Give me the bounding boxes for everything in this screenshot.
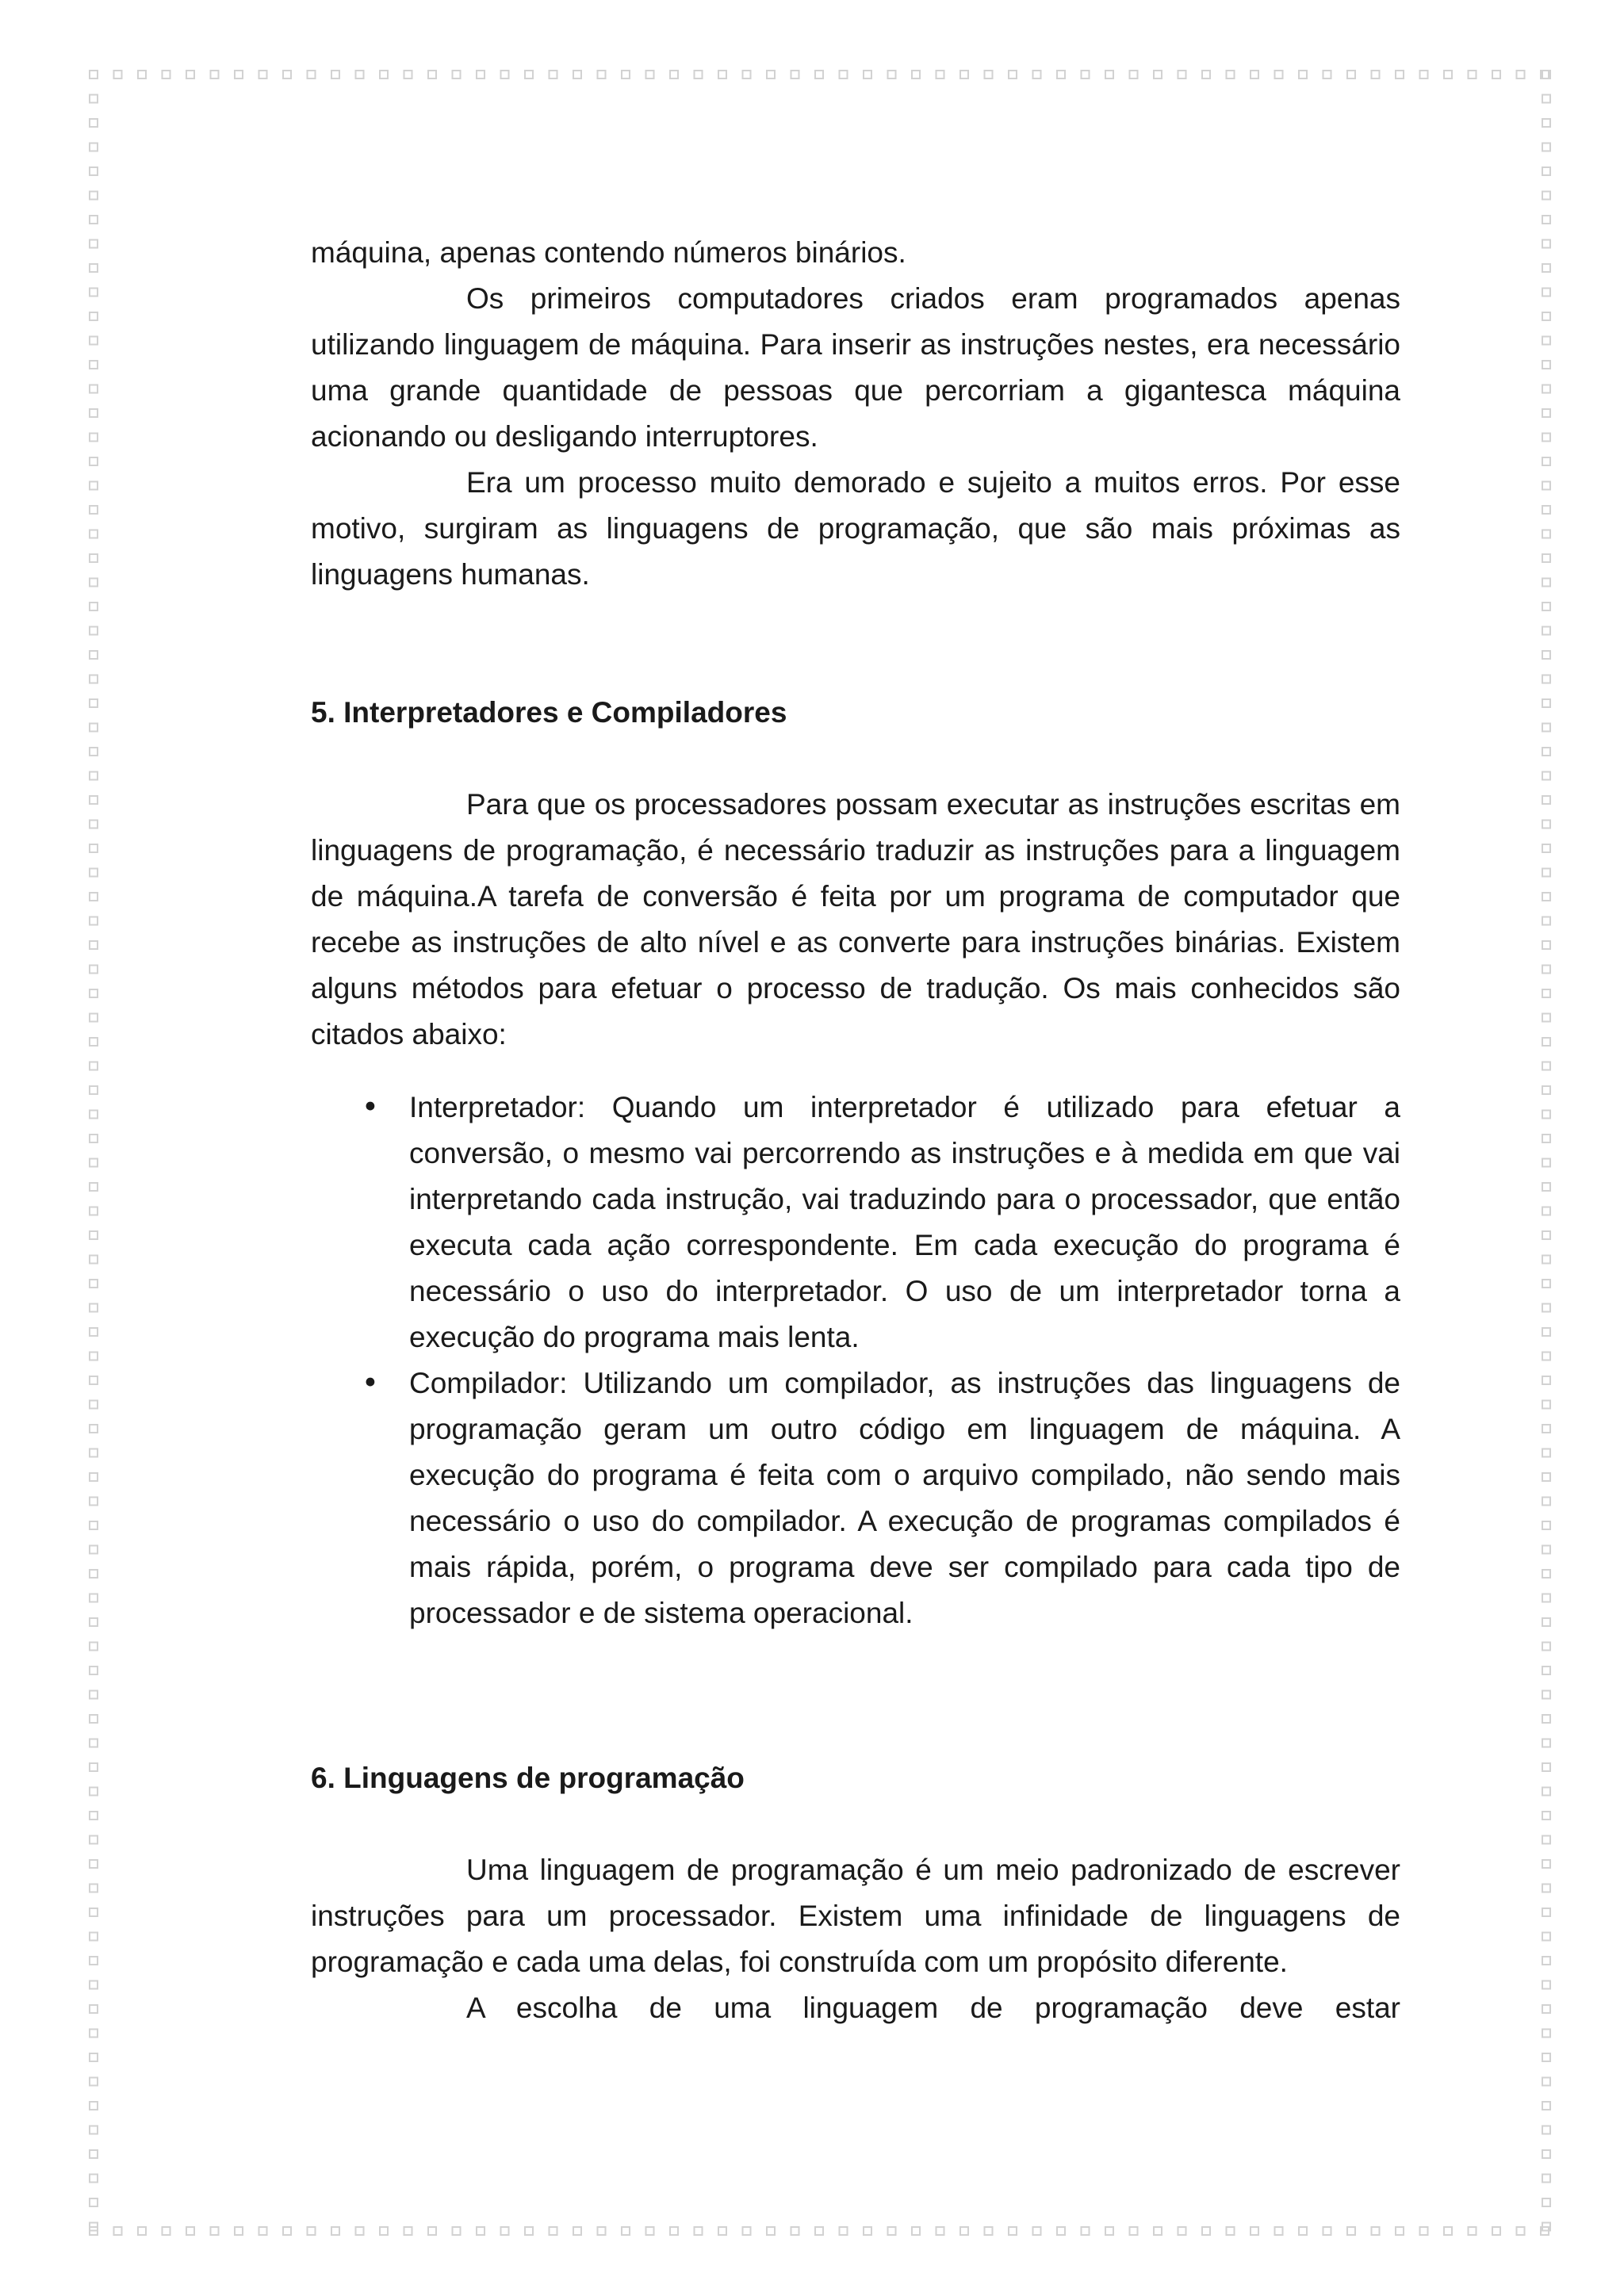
spacer — [311, 1058, 1400, 1085]
translation-methods-list — [311, 1085, 1400, 1636]
section-5-heading: 5. Interpretadores e Compiladores — [311, 696, 787, 729]
section-6-paragraph-continued: A escolha de uma linguagem de programação deve estar — [466, 1992, 1400, 2024]
page-border-bottom — [89, 2226, 1551, 2236]
list-item-text: Interpretador: Quando um interpretador é utilizado para efetuar a conversão, o mesmo vai percorrendo as instruções e à medida em que vai interpretando cada instrução, vai traduzindo para o processador, que então executa cada ação correspondente. Em cada execução do programa é necessário o uso do interpretador. O uso de um interpretador torna a execução do programa mais lenta. — [409, 1091, 1400, 1353]
list-item-text: Compilador: Utilizando um compilador, as instruções das linguagens de programação geram um outro código em linguagem de máquina. A execução do programa é feita com o arquivo compilado, não sendo mais necessário o uso do compilador. A execução de programas compilados é mais rápida, porém, o programa deve ser compilado para cada tipo de processador e de sistema operacional. — [409, 1367, 1400, 1629]
section-5-paragraph: Para que os processadores possam executar as instruções escritas em linguagens de programação, é necessário traduzir as instruções para a linguagem de máquina.A tarefa de conversão é feita por um programa de computador que recebe as instruções de alto nível e as converte para instruções binárias. Existem alguns métodos para efetuar o processo de tradução. Os mais conhecidos são citados abaixo: — [311, 788, 1400, 1050]
intro-paragraph-slow-process: Era um processo muito demorado e sujeito a muitos erros. Por esse motivo, surgiram as linguagens de programação, que são mais próximas as linguagens humanas. — [311, 466, 1400, 591]
page-border-top — [89, 70, 1551, 79]
bullet-icon: • — [362, 1090, 379, 1124]
spacer — [311, 736, 1400, 782]
list-item-interpretador — [311, 1085, 1400, 1360]
page-border-left — [89, 70, 98, 2236]
section-6-paragraph: Uma linguagem de programação é um meio padronizado de escrever instruções para um processador. Existem uma infinidade de linguagens de programação e cada uma delas, foi construída com um propósito diferente. — [311, 1854, 1400, 1978]
spacer — [311, 598, 1400, 690]
list-item-compilador — [311, 1360, 1400, 1636]
section-6-heading: 6. Linguagens de programação — [311, 1762, 745, 1794]
spacer — [311, 1801, 1400, 1847]
intro-paragraph-first-computers: Os primeiros computadores criados eram programados apenas utilizando linguagem de máquina. Para inserir as instruções nestes, era necessário uma grande quantidade de pessoas que percorriam a gigantesca máquina acionando ou desligando interruptores. — [311, 282, 1400, 453]
intro-paragraph-continuation: máquina, apenas contendo números binários. — [311, 236, 906, 269]
bullet-icon: • — [362, 1366, 379, 1400]
page-border-right — [1542, 70, 1551, 2236]
document-body — [311, 230, 1400, 2031]
spacer — [311, 1636, 1400, 1755]
